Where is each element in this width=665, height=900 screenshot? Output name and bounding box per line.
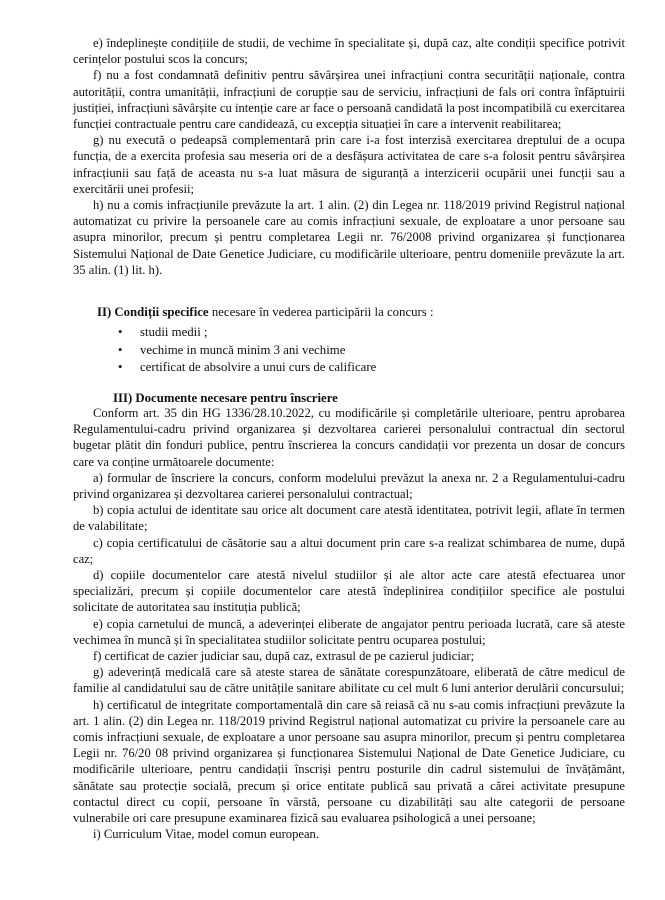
- condition-e: e) îndeplinește condițiile de studii, de vechime în specialitate și, după caz, alte condiții specifice potrivit cerințelor postului scos la concurs;: [73, 36, 625, 67]
- document-h: h) certificatul de integritate comportamentală din care să reiasă că nu s-au comis infracțiuni prevăzute la art. 1 alin. (2) din Legea nr. 118/2019 privind Registrul național automatizat cu privire la persoanele care au comis infracțiuni sexuale, de exploatare a unor persoane sau asupra minorilor, precum și pentru completarea Legii nr. 76/20 08 privind organizarea și funcționarea Sistemului Național de Date Genetice Judiciare, cu modificările ulterioare, pentru candidații înscriși pentru posturile din cadrul sistemului de învățământ, sănătate sau protecție socială, precum și orice entitate publică sau privată a cărei activitate presupune contactul direct cu copii, persoane în vârstă, persoane cu dizabilități sau alte categorii de persoane vulnerabile ori care presupune examinarea fizică sau evaluarea psihologică a unei persoane;: [73, 697, 625, 826]
- condition-h: h) nu a comis infracțiunile prevăzute la art. 1 alin. (2) din Legea nr. 118/2019 privind Registrul național automatizat cu privire la persoanele care au comis infracțiuni sexuale, de exploatare a unor persoane sau asupra minorilor, precum și pentru completarea Legii nr. 76/2008 privind organizarea și funcționarea Sistemului Național de Date Genetice Judiciare, cu modificările ulterioare, pentru domeniile prevăzute la art. 35 alin. (1) lit. h).: [73, 198, 625, 277]
- document-d: d) copiile documentelor care atestă nivelul studiilor și ale altor acte care atestă efectuarea unor specializări, precum și copiile documentelor care atestă îndeplinirea condițiilor specifice ale postului solicitate de autoritatea sau instituția publică;: [73, 568, 625, 615]
- list-item: • studii medii ;: [118, 324, 376, 342]
- document-i: i) Curriculum Vitae, model comun european.: [93, 827, 319, 842]
- document-e: e) copia carnetului de muncă, a adeverinței eliberate de angajator pentru perioada lucrată, care să ateste vechimea în muncă și în specialitatea studiilor solicitate pentru ocuparea postului;: [73, 616, 625, 647]
- list-item: • vechime in muncă minim 3 ani vechime: [118, 342, 376, 360]
- document-c: c) copia certificatului de căsătorie sau a altui document prin care s-a realizat schimbarea de nume, după caz;: [73, 535, 625, 566]
- general-conditions: [73, 35, 625, 278]
- condition-f: f) nu a fost condamnată definitiv pentru săvârșirea unei infracțiuni contra securității naționale, contra autorității, contra umanității, infracțiuni de corupție sau de serviciu, infracțiuni de fals ori contra înfăptuirii justiției, infracțiuni săvârșite cu intenție care ar face o persoană candidată la post incompatibilă cu exercitarea funcției contractuale pentru care candidează, cu excepția situației în care a intervenit reabilitarea;: [73, 68, 625, 132]
- required-documents: [73, 405, 625, 842]
- document-a: a) formular de înscriere la concurs, conform modelului prevăzut la anexa nr. 2 a Regulamentului-cadru privind organizarea și dezvoltarea carierei personalului contractual;: [73, 470, 625, 502]
- section-2-heading: [97, 304, 434, 320]
- condition-g: g) nu execută o pedeapsă complementară prin care i-a fost interzisă exercitarea dreptului de a ocupa funcția, de a exercita profesia sau meseria ori de a desfășura activitatea de care s-a folosit pentru săvârșirea infracțiunii sau față de aceasta nu s-a luat măsura de siguranță a interzicerii ocupării unei funcții sau a exercitării unei profesii;: [73, 133, 625, 196]
- section-2-title-bold: II) Condiții specifice: [97, 305, 209, 319]
- document-g: g) adeverință medicală care să ateste starea de sănătate corespunzătoare, eliberată de către medicul de familie al candidatului sau de către unitățile sanitare abilitate cu cel mult 6 luni anterior derulării concursului;: [73, 665, 625, 696]
- document-b: b) copia actului de identitate sau orice alt document care atestă identitatea, potrivit legii, aflate în termen de valabilitate;: [73, 503, 625, 534]
- document-f: f) certificat de cazier judiciar sau, după caz, extrasul de pe cazierul judiciar;: [93, 649, 475, 664]
- specific-conditions-list: [118, 324, 376, 377]
- list-item: • certificat de absolvire a unui curs de calificare: [118, 359, 376, 377]
- section-3-title: III) Documente necesare pentru înscriere: [113, 391, 338, 405]
- section-2-title-rest: necesare în vederea participării la concurs :: [208, 305, 434, 319]
- section-3-heading: [113, 390, 338, 406]
- section-3-intro: Conform art. 35 din HG 1336/28.10.2022, cu modificările și completările ulterioare, pentru aprobarea Regulamentului-cadru privind organizarea și dezvoltarea carierei personalului contractual din sectorul bugetar plătit din fonduri publice, pentru înscrierea la concurs candidații vor prezenta un dosar de concurs care va conține următoarele documente:: [73, 406, 625, 469]
